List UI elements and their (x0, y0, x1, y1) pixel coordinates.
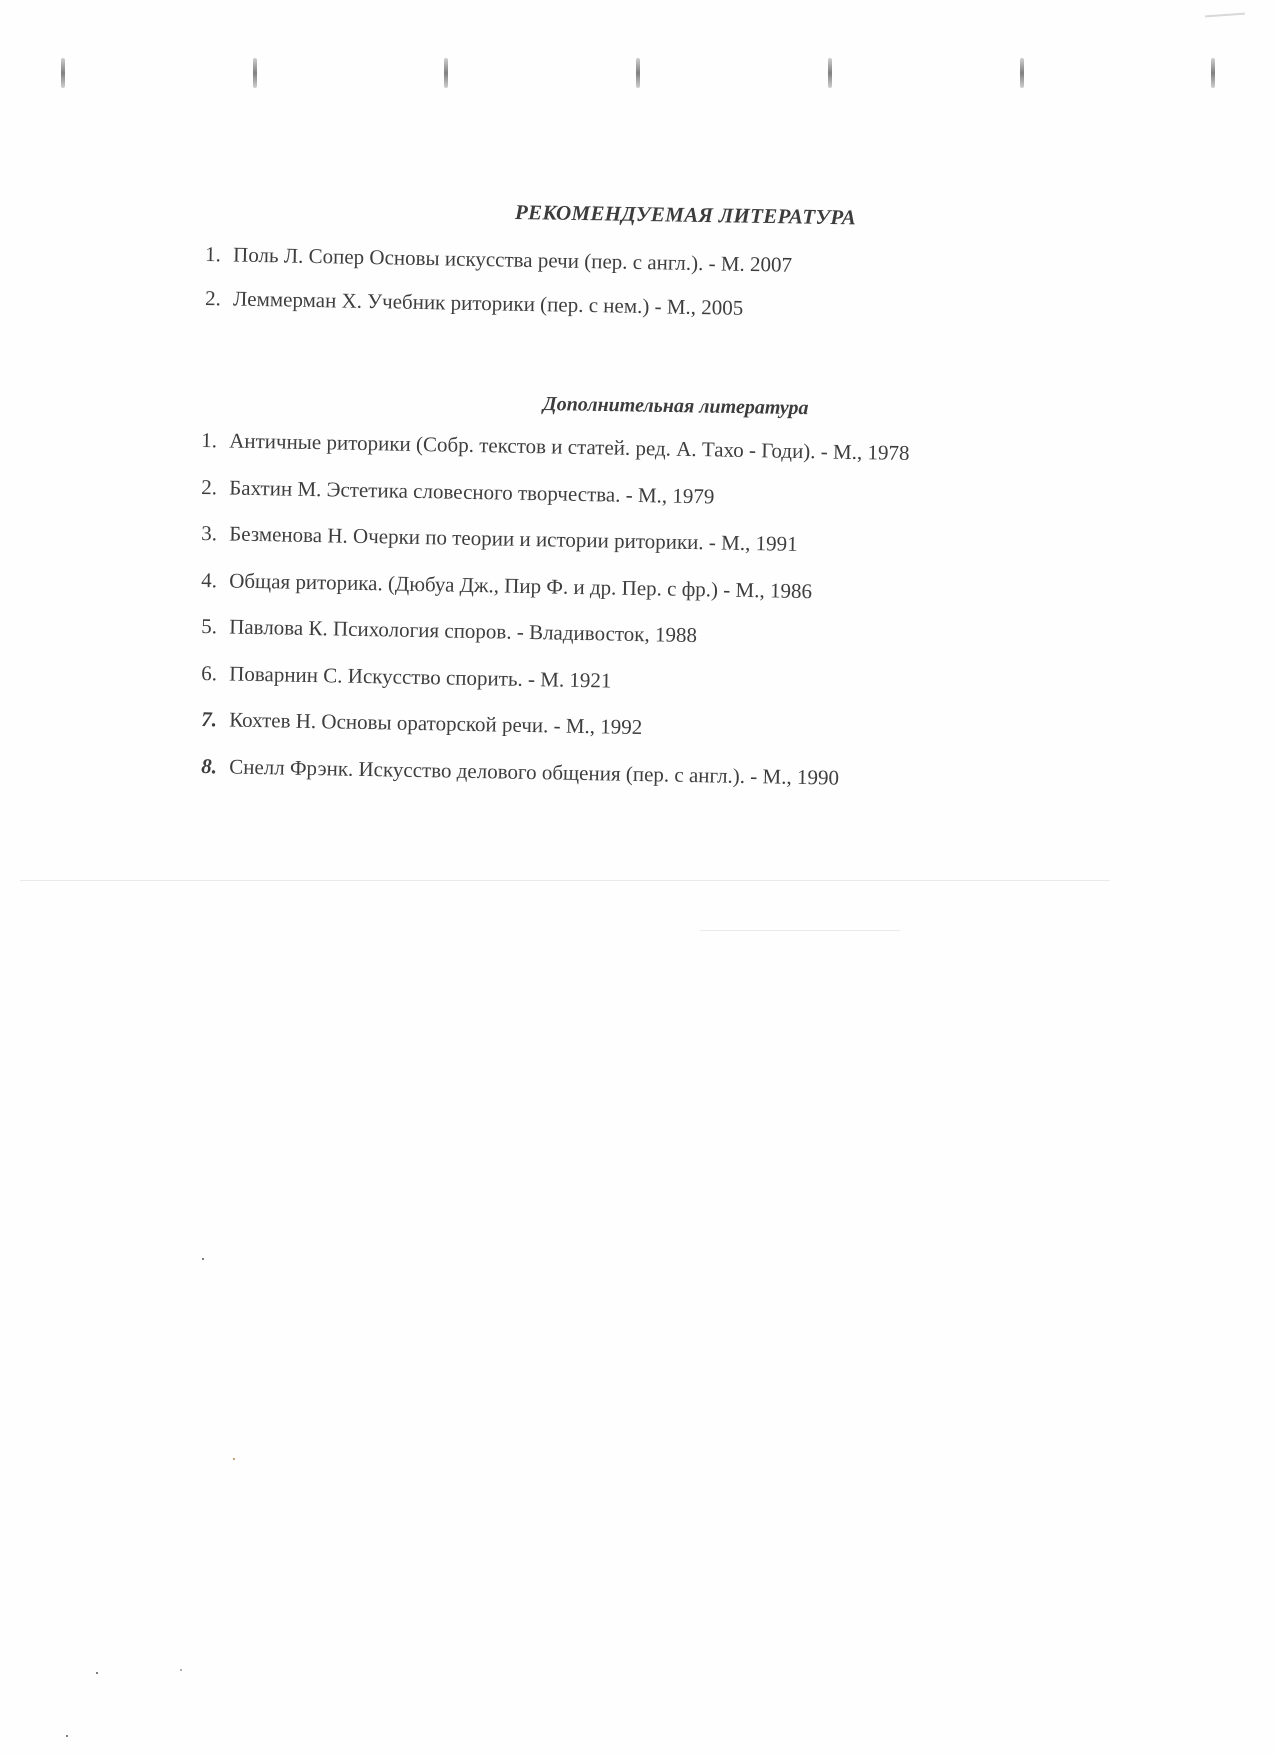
punch-mark (828, 58, 832, 88)
item-number: 2. (200, 474, 218, 499)
scan-speck (180, 1669, 182, 1671)
scan-speck (202, 1258, 204, 1260)
item-number: 7. (200, 707, 218, 732)
item-number: 5. (200, 614, 218, 639)
punch-mark (253, 58, 257, 88)
corner-fold-mark (1205, 13, 1245, 18)
item-number: 1. (204, 242, 222, 267)
binder-punch-marks (0, 0, 1275, 120)
item-text: Античные риторики (Собр. текстов и статей. ред. А. Тахо - Годи). - М., 1978 (228, 428, 910, 465)
additional-literature-list (201, 428, 909, 800)
item-text: Павлова К. Психология споров. - Владивосток, 1988 (228, 614, 698, 648)
item-text: Бахтин М. Эстетика словесного творчества. - М., 1979 (228, 475, 715, 508)
item-text: Поварнин С. Искусство спорить. - М. 1921 (228, 661, 612, 693)
item-text: Поль Л. Сопер Основы искусства речи (пер. с англ.). - М. 2007 (232, 242, 793, 277)
item-number: 2. (204, 286, 222, 311)
punch-mark (636, 58, 640, 88)
item-text: Кохтев Н. Основы ораторской речи. - М., 1992 (228, 707, 643, 740)
item-number: 3. (200, 521, 218, 546)
punch-mark (444, 58, 448, 88)
scan-speck (233, 1458, 235, 1460)
scan-speck (96, 1672, 98, 1674)
item-number: 8. (200, 753, 218, 778)
scan-speck (66, 1735, 68, 1737)
item-number: 6. (200, 660, 218, 685)
list-item (205, 286, 793, 341)
punch-mark (1020, 58, 1024, 88)
recommended-literature-list (205, 242, 792, 330)
item-number: 1. (200, 428, 218, 453)
item-text: Леммерман Х. Учебник риторики (пер. с нем.) - М., 2005 (232, 286, 744, 320)
item-text: Безменова Н. Очерки по теории и истории риторики. - М., 1991 (228, 521, 798, 556)
scan-streak (20, 880, 1110, 881)
recommended-literature-heading: РЕКОМЕНДУЕМАЯ ЛИТЕРАТУРА (514, 200, 857, 230)
item-number: 4. (200, 567, 218, 592)
item-text: Снелл Фрэнк. Искусство делового общения (пер. с англ.). - М., 1990 (228, 754, 840, 790)
additional-literature-heading: Дополнительная литература (542, 393, 809, 420)
item-text: Общая риторика. (Дюбуа Дж., Пир Ф. и др. Пер. с фр.) - М., 1986 (228, 568, 813, 603)
punch-mark (1211, 58, 1215, 88)
punch-mark (61, 58, 65, 88)
scan-streak (700, 930, 900, 931)
